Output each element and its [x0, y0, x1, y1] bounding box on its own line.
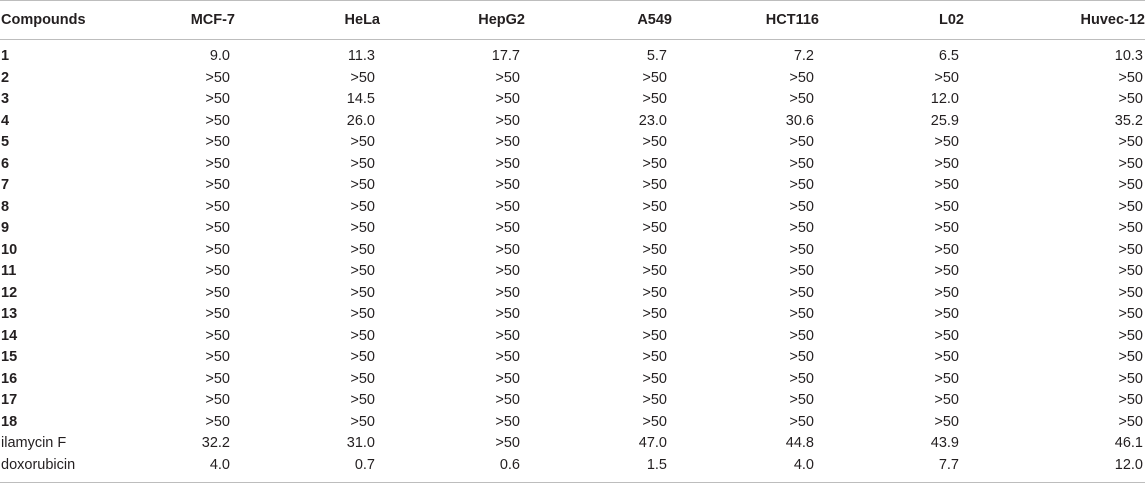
table-cell-value: >50	[350, 69, 375, 86]
table-row	[0, 412, 1145, 434]
table-cell-value: 0.6	[405, 455, 550, 483]
compound-label: 13	[1, 306, 18, 322]
table-cell-value: 26.0	[346, 112, 375, 129]
table-cell-value: 23.0	[638, 112, 667, 129]
table-cell-value: >50	[1118, 349, 1143, 365]
table-cell-value: >50	[205, 349, 230, 365]
table-cell-value: >50	[934, 220, 959, 236]
table-cell-value: 9.0	[209, 48, 230, 64]
table-cell-value: >50	[350, 284, 375, 301]
table-cell-value: >50	[934, 392, 959, 408]
table-row	[0, 261, 1145, 283]
table-cell-value: 11.3	[347, 48, 375, 64]
compound-label: 15	[1, 349, 18, 365]
table-cell-value: >50	[1118, 155, 1143, 172]
table-cell-value: >50	[642, 220, 667, 236]
table-cell-value: >50	[205, 241, 230, 258]
table-row	[0, 197, 1145, 219]
column-header-hepg2: HepG2	[405, 1, 550, 40]
table-cell-value: >50	[934, 349, 959, 365]
table-row	[0, 390, 1145, 412]
table-cell-value: >50	[495, 349, 520, 365]
table-row	[0, 240, 1145, 262]
table-cell-value: >50	[350, 349, 375, 365]
table-cell-value: >50	[350, 370, 375, 387]
table-cell-value: >50	[205, 370, 230, 387]
compound-label: 2	[1, 69, 10, 86]
table-row	[0, 326, 1145, 348]
table-cell-value: >50	[1118, 263, 1143, 279]
table-row	[0, 218, 1145, 240]
column-header-hct116: HCT116	[697, 1, 844, 40]
table-cell-value: >50	[350, 134, 375, 150]
table-cell-value: >50	[642, 306, 667, 322]
table-cell-value: >50	[495, 69, 520, 86]
table-cell-value: >50	[205, 220, 230, 236]
compound-label: 1	[1, 48, 10, 64]
table-cell-value: >50	[1118, 134, 1143, 150]
table-cell-value: >50	[1118, 392, 1143, 408]
table-cell-value: >50	[205, 392, 230, 408]
table-cell-value: >50	[934, 413, 959, 430]
column-header-hela: HeLa	[260, 1, 405, 40]
table-cell-value: >50	[642, 91, 667, 107]
table-row	[0, 132, 1145, 154]
table-row	[0, 455, 1145, 483]
table-cell-value: >50	[205, 327, 230, 344]
table-cell-value: >50	[934, 370, 959, 387]
table-cell-value: >50	[1118, 327, 1143, 344]
compound-label: 10	[1, 241, 18, 258]
table-row	[0, 40, 1145, 68]
compound-label: ilamycin F	[1, 435, 67, 451]
table-cell-value: >50	[642, 327, 667, 344]
table-cell-value: >50	[1118, 284, 1143, 301]
table-cell-value: >50	[789, 392, 814, 408]
table-cell-value: >50	[1118, 91, 1143, 107]
table-cell-value: 30.6	[785, 112, 814, 129]
table-cell-value: >50	[789, 370, 814, 387]
table-cell-value: >50	[350, 263, 375, 279]
table-cell-value: >50	[205, 284, 230, 301]
compound-label: 3	[1, 91, 10, 107]
table-cell-value: >50	[1118, 306, 1143, 322]
table-cell-value: >50	[934, 284, 959, 301]
table-cell-value: >50	[789, 284, 814, 301]
table-cell-value: 17.7	[491, 48, 520, 64]
table-cell-value: >50	[642, 155, 667, 172]
table-cell-value: >50	[205, 91, 230, 107]
table-row	[0, 347, 1145, 369]
table-cell-value: >50	[350, 392, 375, 408]
table-cell-value: 32.2	[201, 435, 230, 451]
table-cell-value: >50	[495, 327, 520, 344]
table-cell-value: >50	[789, 198, 814, 215]
table-cell-value: >50	[495, 220, 520, 236]
table-cell-value: >50	[789, 349, 814, 365]
table-cell-value: >50	[934, 306, 959, 322]
table-cell-value: >50	[495, 413, 520, 430]
compound-label: 4	[1, 112, 10, 129]
table-cell-value: 31.0	[346, 435, 375, 451]
column-header-huvec12: Huvec-12	[989, 1, 1145, 40]
table-cell-value: >50	[1118, 241, 1143, 258]
table-cell-value: 4.0	[697, 455, 844, 483]
table-cell-value: >50	[1118, 413, 1143, 430]
table-cell-value: 6.5	[938, 48, 959, 64]
table-cell-value: >50	[642, 263, 667, 279]
table-header	[0, 1, 1145, 40]
compound-label: doxorubicin	[0, 455, 130, 483]
table-cell-value: >50	[642, 413, 667, 430]
table-cell-value: 12.0	[930, 91, 959, 107]
table-cell-value: 47.0	[638, 435, 667, 451]
compound-label: 18	[1, 413, 18, 430]
table-cell-value: >50	[1118, 220, 1143, 236]
compound-label: 7	[1, 177, 10, 193]
table-cell-value: 46.1	[1114, 435, 1143, 451]
table-row	[0, 283, 1145, 305]
table-cell-value: 43.9	[930, 435, 959, 451]
table-cell-value: >50	[495, 263, 520, 279]
table-row	[0, 154, 1145, 176]
table-cell-value: >50	[1118, 177, 1143, 193]
table-cell-value: >50	[205, 263, 230, 279]
compound-label: 6	[1, 155, 10, 172]
table-cell-value: >50	[642, 284, 667, 301]
table-cell-value: >50	[934, 155, 959, 172]
table-cell-value: >50	[205, 198, 230, 215]
table-cell-value: >50	[205, 155, 230, 172]
table-cell-value: >50	[642, 177, 667, 193]
table-cell-value: 14.5	[346, 91, 375, 107]
compound-label: 16	[1, 370, 18, 387]
table-cell-value: >50	[642, 392, 667, 408]
table-cell-value: 0.7	[260, 455, 405, 483]
table-cell-value: >50	[350, 198, 375, 215]
table-cell-value: 12.0	[989, 455, 1145, 483]
column-header-l02: L02	[844, 1, 989, 40]
compound-label: 11	[1, 263, 17, 279]
table-cell-value: >50	[934, 241, 959, 258]
table-cell-value: >50	[934, 69, 959, 86]
table-cell-value: 10.3	[1114, 48, 1143, 64]
table-cell-value: >50	[789, 327, 814, 344]
table-cell-value: >50	[642, 69, 667, 86]
table-cell-value: >50	[495, 241, 520, 258]
compound-label: 12	[1, 284, 18, 301]
table-cell-value: 4.0	[130, 455, 260, 483]
table-cell-value: >50	[495, 435, 520, 451]
table-cell-value: >50	[350, 220, 375, 236]
table-cell-value: 25.9	[930, 112, 959, 129]
table-cell-value: >50	[642, 370, 667, 387]
table-cell-value: >50	[495, 198, 520, 215]
table-cell-value: >50	[495, 306, 520, 322]
table-row	[0, 304, 1145, 326]
table-cell-value: >50	[350, 177, 375, 193]
table-cell-value: >50	[350, 155, 375, 172]
table-body	[0, 40, 1145, 483]
table-cell-value: >50	[495, 177, 520, 193]
table-cell-value: >50	[495, 284, 520, 301]
compound-label: 8	[1, 198, 10, 215]
column-header-a549: A549	[550, 1, 697, 40]
table-cell-value: >50	[934, 327, 959, 344]
table-cell-value: >50	[350, 327, 375, 344]
table-cell-value: >50	[350, 241, 375, 258]
table-cell-value: >50	[789, 413, 814, 430]
table-cell-value: >50	[934, 177, 959, 193]
table-cell-value: >50	[495, 155, 520, 172]
table-cell-value: >50	[205, 306, 230, 322]
compound-label: 5	[1, 134, 10, 150]
compound-label: 17	[1, 392, 18, 408]
table-cell-value: >50	[789, 177, 814, 193]
column-header-compounds: Compounds	[0, 1, 130, 40]
table-cell-value: >50	[789, 155, 814, 172]
table-cell-value: >50	[205, 69, 230, 86]
table-cell-value: 44.8	[785, 435, 814, 451]
table-cell-value: >50	[934, 198, 959, 215]
table-cell-value: >50	[1118, 198, 1143, 215]
table-cell-value: 7.7	[844, 455, 989, 483]
table-row	[0, 175, 1145, 197]
table-cell-value: >50	[642, 134, 667, 150]
table-cell-value: >50	[789, 134, 814, 150]
table-cell-value: >50	[495, 91, 520, 107]
table-cell-value: >50	[205, 134, 230, 150]
table-row	[0, 433, 1145, 455]
compound-label: 9	[1, 220, 10, 236]
table-cell-value: >50	[205, 177, 230, 193]
table-cell-value: 5.7	[646, 48, 667, 64]
table-cell-value: >50	[789, 69, 814, 86]
table-cell-value: >50	[789, 220, 814, 236]
table-cell-value: >50	[789, 306, 814, 322]
table-row	[0, 68, 1145, 90]
header-row	[0, 1, 1145, 40]
table-cell-value: >50	[1118, 69, 1143, 86]
table-cell-value: >50	[789, 241, 814, 258]
table-cell-value: >50	[495, 370, 520, 387]
table-cell-value: >50	[205, 413, 230, 430]
table-row	[0, 111, 1145, 133]
table-row	[0, 89, 1145, 111]
table-cell-value: 35.2	[1114, 112, 1143, 129]
table-cell-value: >50	[642, 349, 667, 365]
column-header-mcf7: MCF-7	[130, 1, 260, 40]
table-cell-value: >50	[934, 263, 959, 279]
compound-label: 14	[1, 327, 18, 344]
table-cell-value: 7.2	[793, 48, 814, 64]
table-cell-value: >50	[495, 392, 520, 408]
table-row	[0, 369, 1145, 391]
table-cell-value: >50	[934, 134, 959, 150]
table-cell-value: >50	[789, 263, 814, 279]
table-cell-value: >50	[642, 241, 667, 258]
table-cell-value: >50	[350, 413, 375, 430]
table-cell-value: >50	[350, 306, 375, 322]
table-cell-value: >50	[205, 112, 230, 129]
table-cell-value: >50	[495, 112, 520, 129]
table-cell-value: >50	[495, 134, 520, 150]
table-cell-value: >50	[789, 91, 814, 107]
table-cell-value: >50	[642, 198, 667, 215]
table-cell-value: >50	[1118, 370, 1143, 387]
table-cell-value: 1.5	[550, 455, 697, 483]
